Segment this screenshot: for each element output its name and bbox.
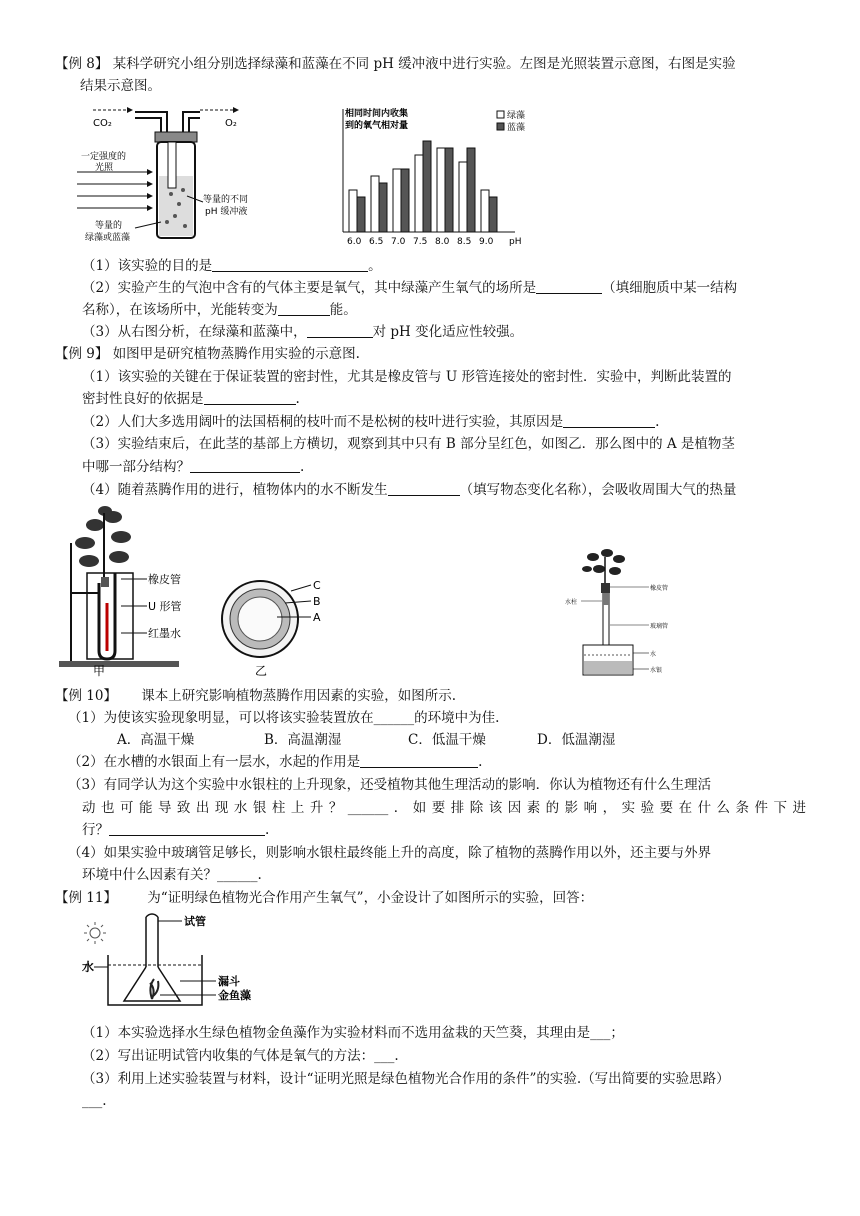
- ex8-q2b-end: 能。: [329, 302, 357, 318]
- ex10-option-a[interactable]: A．高温干燥: [117, 732, 195, 748]
- algae-label-1: 等量的: [95, 221, 123, 231]
- legend-swatch-green: [497, 111, 504, 118]
- plant-icon: [582, 549, 625, 575]
- ex9-q3b-text: 中哪一部分结构？: [82, 459, 190, 475]
- ex10-q4b: 环境中什么因素有关？______.: [82, 867, 262, 883]
- ex8-q2-blank-1[interactable]: [536, 279, 602, 294]
- ex10-q3c-end: .: [265, 822, 270, 838]
- example-11-heading: 【例 11】: [55, 890, 117, 906]
- bar-green-algae-ph-6.0: [349, 190, 357, 232]
- ex9-q3-blank[interactable]: [190, 458, 300, 473]
- bar-blue-algae-ph-8.5: [467, 148, 475, 232]
- example-9-intro-text: 如图甲是研究植物蒸腾作用实验的示意图.: [112, 346, 360, 362]
- test-tube-label: 试管: [184, 915, 206, 928]
- red-ink-label: 红墨水: [148, 627, 181, 640]
- legend-swatch-blue: [497, 123, 504, 130]
- right-fig-rubber-label: 橡皮管: [650, 585, 669, 592]
- legend-label-green: 绿藻: [507, 111, 526, 121]
- ex8-q3-blank[interactable]: [307, 323, 373, 338]
- algae-label-2: 绿藻或蓝藻: [85, 233, 131, 243]
- example-8-intro-cont: 结果示意图。: [80, 78, 161, 94]
- ex10-q3b: 动也可能导致出现水银柱上升？______．如要排除该因素的影响，实验要在什么条件下进: [82, 800, 806, 816]
- mercury-transpiration-figure: [545, 545, 685, 685]
- figure-yi-stem-section: [215, 573, 335, 679]
- right-fig-water-label: 水: [650, 651, 657, 658]
- bar-blue-algae-ph-6.5: [379, 183, 387, 232]
- buffer-label-2: pH 缓冲液: [205, 207, 248, 217]
- ex10-option-b[interactable]: B．高温潮湿: [264, 732, 342, 748]
- bar-green-algae-ph-6.5: [371, 176, 379, 232]
- ex10-q2-end: .: [478, 754, 483, 770]
- bar-blue-algae-ph-9.0: [489, 197, 497, 232]
- stem-label-a: A: [313, 611, 321, 624]
- ex10-q2-text: （2）在水槽的水银面上有一层水，水起的作用是: [68, 754, 361, 770]
- example-8-heading: 【例 8】: [55, 56, 109, 72]
- sun-icon: [84, 922, 106, 944]
- x-tick-label: 7.5: [413, 237, 428, 247]
- ex9-q4-blank[interactable]: [388, 481, 460, 496]
- u-tube-label: U 形管: [148, 600, 182, 613]
- x-tick-labels: [347, 237, 494, 247]
- example-9-intro: [55, 343, 360, 365]
- bar-green-algae-ph-8.5: [459, 162, 467, 232]
- chart-title-line-1: 相同时间内收集: [345, 109, 409, 119]
- ex9-q1-blank[interactable]: [204, 390, 296, 405]
- ex9-q2-text: （2）人们大多选用阔叶的法国梧桐的枝叶而不是松树的枝叶进行实验，其原因是: [82, 414, 564, 430]
- light-label-2: 光照: [95, 163, 114, 173]
- ex9-q4-end: （填写物态变化名称），会吸收周围大气的热量: [459, 482, 737, 498]
- ex11-q3-end: ___.: [82, 1093, 107, 1109]
- right-fig-glass-label: 玻璃管: [650, 623, 669, 630]
- ex9-q2-end: .: [655, 414, 660, 430]
- o2-label: O₂: [225, 118, 237, 129]
- ex8-q2a: [82, 277, 737, 299]
- figure-oxygen-collection: [80, 911, 270, 1015]
- buffer-label-1: 等量的不同: [203, 195, 249, 205]
- example-11-intro-text: 为“证明绿色植物光合作用产生氧气”，小金设计了如图所示的实验，回答：: [147, 890, 594, 906]
- bar-blue-algae-ph-8.0: [445, 148, 453, 232]
- x-tick-label: 9.0: [479, 237, 494, 247]
- example-10-heading: 【例 10】: [55, 688, 117, 704]
- ex10-q3c-text: 行？: [82, 822, 109, 838]
- legend-label-blue: 蓝藻: [507, 123, 526, 133]
- ex11-q2: （2）写出证明试管内收集的气体是氧气的方法：___.: [82, 1048, 399, 1064]
- bar-blue-algae-ph-6.0: [357, 197, 365, 232]
- ex10-q4a: （4）如果实验中玻璃管足够长，则影响水银柱最终能上升的高度，除了植物的蒸腾作用以外，还主要与外界: [68, 845, 712, 861]
- bar-green-algae-ph-7.0: [393, 169, 401, 232]
- ex11-q3: （3）利用上述实验装置与材料，设计“证明光照是绿色植物光合作用的条件”的实验.（写出简要的实验思路）: [82, 1071, 730, 1087]
- ex8-q2b: [82, 299, 357, 321]
- oxygen-bar-chart: [335, 104, 565, 248]
- ex9-q3b: [82, 456, 304, 478]
- example-8-intro-text: 某科学研究小组分别选择绿藻和蓝藻在不同 pH 缓冲液中进行实验。左图是光照装置示意图，右图是实验: [112, 56, 736, 72]
- co2-label: CO₂: [93, 118, 112, 129]
- ex8-q1: [82, 255, 382, 277]
- x-tick-label: 6.0: [347, 237, 362, 247]
- example-10-intro-text: 课本上研究影响植物蒸腾作用因素的实验，如图所示.: [141, 688, 457, 704]
- ex9-q3b-end: .: [300, 459, 305, 475]
- figure-jia-caption: 甲: [93, 664, 106, 678]
- ex8-q1-text: （1）该实验的目的是: [82, 258, 213, 274]
- chart-title-line-2: 到的氧气相对量: [345, 121, 409, 131]
- ex10-q2-blank[interactable]: [360, 753, 478, 768]
- ex8-q3-text: （3）从右图分析，在绿藻和蓝藻中，: [82, 324, 307, 340]
- ex10-option-d[interactable]: D．低温潮湿: [537, 732, 616, 748]
- figure-jia-transpiration: [55, 503, 215, 679]
- example-8-intro: [55, 53, 736, 75]
- water-label: 水: [82, 960, 95, 974]
- example-11-intro: [55, 887, 593, 909]
- goldfish-weed-label: 金鱼藻: [218, 989, 251, 1002]
- bar-blue-algae-ph-7.5: [423, 141, 431, 232]
- x-tick-label: 8.0: [435, 237, 450, 247]
- bar-blue-algae-ph-7.0: [401, 169, 409, 232]
- rubber-tube-label: 橡皮管: [148, 573, 181, 586]
- bar-green-algae-ph-9.0: [481, 190, 489, 232]
- ex8-q2a-text: （2）实验产生的气泡中含有的气体主要是氧气，其中绿藻产生氧气的场所是: [82, 280, 537, 296]
- ex10-option-c[interactable]: C．低温干燥: [408, 732, 486, 748]
- bars-group: [349, 141, 497, 232]
- ex9-q1b-text: 密封性良好的依据是: [82, 391, 204, 407]
- light-label-1: 一定强度的: [81, 152, 127, 162]
- stem-label-b: B: [313, 595, 321, 608]
- ex8-q1-end: 。: [368, 258, 382, 274]
- example-10-intro: [55, 685, 456, 707]
- figure-yi-caption: 乙: [255, 664, 268, 678]
- ex10-q3a: （3）有同学认为这个实验中水银柱的上升现象，还受植物其他生理活动的影响．你认为植物还有什么生理活: [68, 777, 712, 793]
- ex10-q3-blank[interactable]: [109, 821, 265, 836]
- ex9-q2-blank[interactable]: [563, 413, 655, 428]
- ex9-q3a: （3）实验结束后，在此茎的基部上方横切，观察到其中只有 B 部分呈红色，如图乙．那么图中的 A 是植物茎: [82, 436, 735, 452]
- light-apparatus-figure: [75, 104, 275, 244]
- ex10-q3c: [82, 819, 269, 841]
- goldfish-weed-icon: [150, 979, 158, 999]
- example-9-heading: 【例 9】: [55, 346, 109, 362]
- ex9-q1a: （1）该实验的关键在于保证装置的密封性，尤其是橡皮管与 U 形管连接处的密封性．实验中，判断此装置的: [82, 369, 732, 385]
- ex9-q1b: [82, 388, 300, 410]
- ex8-q3: [82, 321, 523, 343]
- stem-label-c: C: [313, 579, 321, 592]
- ex8-q2b-text: 名称），在该场所中，光能转变为: [82, 302, 278, 318]
- ex10-q2: [68, 751, 482, 773]
- ex8-q2-blank-2[interactable]: [278, 301, 330, 316]
- x-tick-label: 7.0: [391, 237, 406, 247]
- right-fig-mercury-label: 水银: [650, 667, 663, 674]
- funnel-label: 漏斗: [218, 975, 240, 988]
- bar-green-algae-ph-8.0: [437, 148, 445, 232]
- x-tick-label: 6.5: [369, 237, 384, 247]
- ex9-q1b-end: .: [295, 391, 300, 407]
- bar-green-algae-ph-7.5: [415, 155, 423, 232]
- x-tick-label: 8.5: [457, 237, 472, 247]
- ex8-q1-blank[interactable]: [212, 257, 368, 272]
- right-fig-water-column-label: 水柱: [565, 599, 578, 606]
- ex9-q4-text: （4）随着蒸腾作用的进行，植物体内的水不断发生: [82, 482, 388, 498]
- ex9-q4: [82, 479, 736, 501]
- ex10-q1: （1）为使该实验现象明显，可以将该实验装置放在______的环境中为佳.: [68, 710, 500, 726]
- ex11-q1: （1）本实验选择水生绿色植物金鱼藻作为实验材料而不选用盆栽的天竺葵，其理由是___；: [82, 1025, 624, 1041]
- ex8-q2a-end: （填细胞质中某一结构: [602, 280, 738, 296]
- ex9-q2: [82, 411, 659, 433]
- x-unit-label: pH: [509, 237, 522, 247]
- ex8-q3-end: 对 pH 变化适应性较强。: [372, 324, 524, 340]
